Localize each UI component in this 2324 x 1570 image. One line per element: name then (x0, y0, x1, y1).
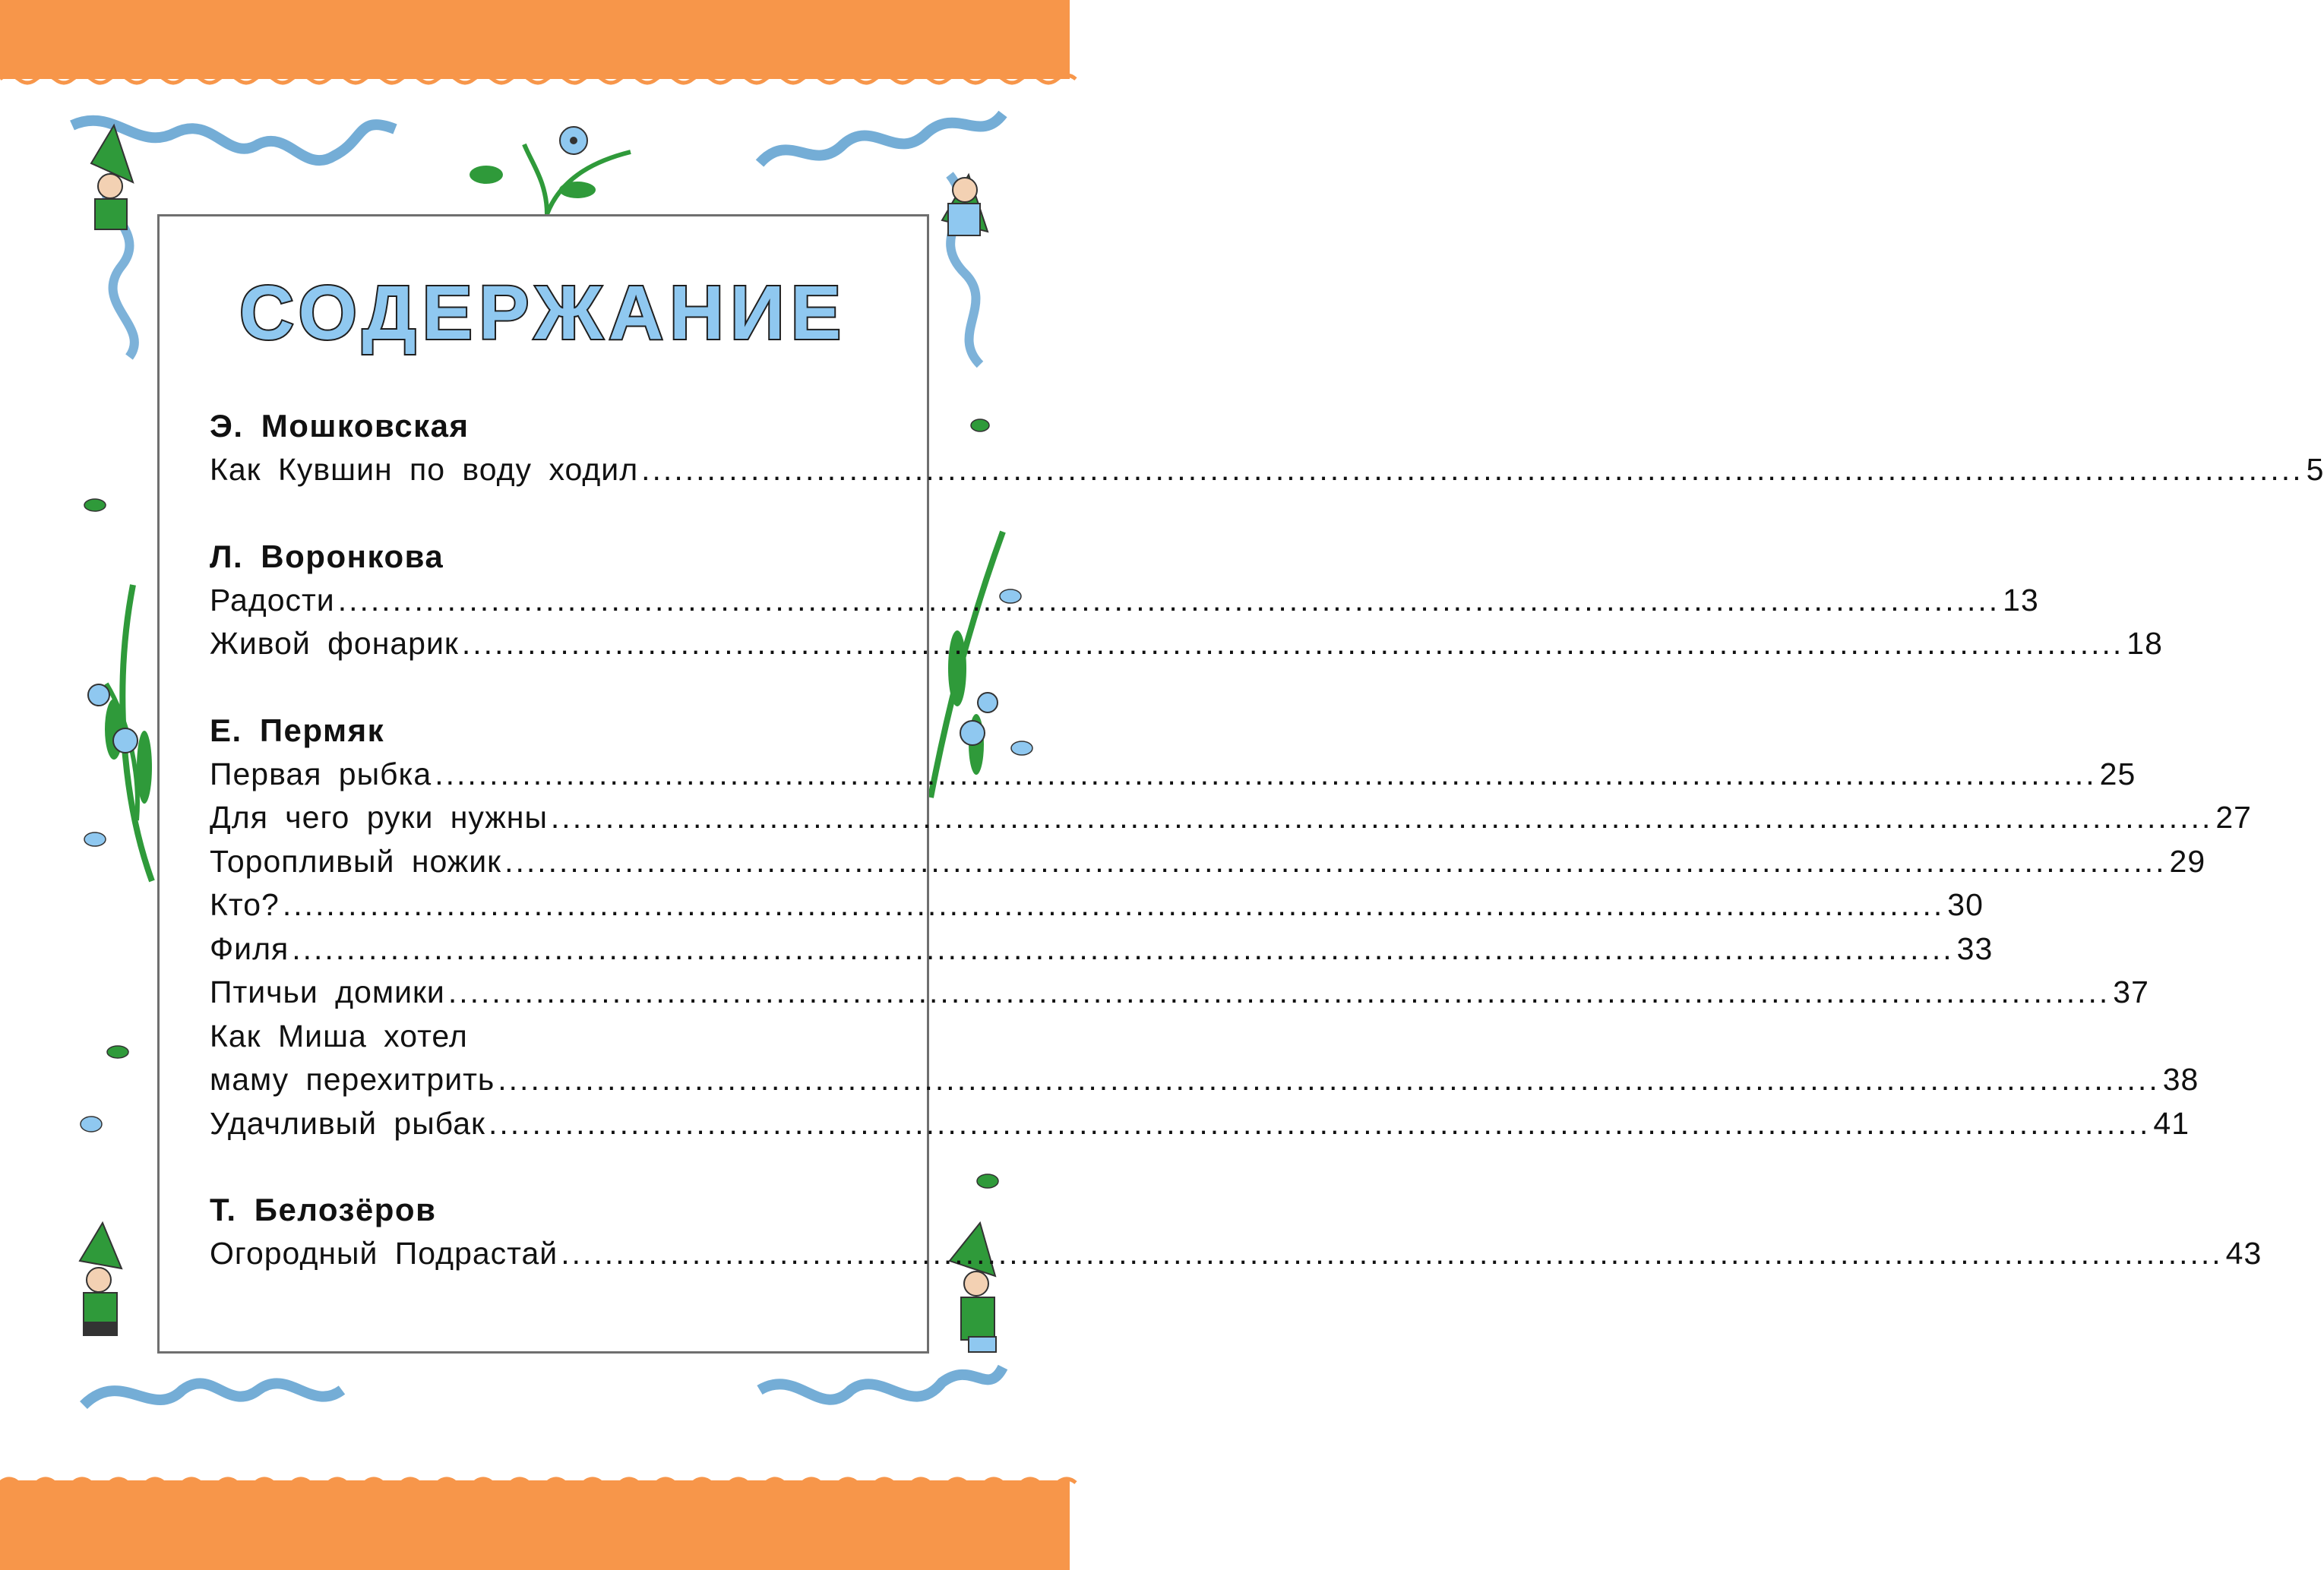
dot-leader: ........................................................................................................................................................ (550, 800, 2213, 835)
toc-entry[interactable] (210, 1232, 2262, 1276)
page-number: 13 (2003, 582, 2039, 618)
entry-title: Птичьи домики (210, 975, 445, 1009)
page-number: 33 (1956, 930, 1994, 966)
entry-title: Филя (210, 930, 289, 966)
gnome-top-left (91, 125, 133, 229)
dot-leader: ........................................................................................................................................................ (504, 843, 2167, 879)
entry-title: Огородный Подрастай (210, 1236, 558, 1271)
page-number: 5 (2306, 452, 2324, 487)
page-number: 18 (2126, 626, 2163, 661)
page-number: 29 (2169, 843, 2206, 879)
entry-title: Для чего руки нужны (210, 800, 548, 835)
dot-leader: ........................................................................................................................................................ (337, 582, 2000, 618)
top-center-plant (470, 127, 631, 214)
dot-leader: ........................................................................................................................................................ (282, 887, 1945, 922)
author-name: Е. Пермяк (210, 712, 385, 748)
entry-title: Первая рыбка (210, 756, 432, 791)
table-of-contents (210, 404, 2324, 1276)
dot-leader: ........................................................................................................................................................ (292, 930, 1954, 966)
author-name: Э. Мошковская (210, 408, 470, 444)
ribbon-bottom-right (760, 1367, 1003, 1400)
heading-container (228, 272, 858, 355)
page-number: 41 (2153, 1105, 2190, 1141)
toc-entry-first-line[interactable] (210, 1015, 863, 1059)
dot-leader: ........................................................................................................................................................ (488, 1105, 2151, 1141)
toc-entry[interactable] (210, 753, 2136, 797)
toc-entry[interactable] (210, 579, 2039, 623)
page-number: 30 (1947, 887, 1984, 922)
ribbon-top-right (760, 114, 1003, 163)
entry-title: Как Миша хотел (210, 1018, 468, 1054)
dot-leader: ........................................................................................................................................................ (435, 756, 2097, 791)
toc-entry[interactable] (210, 622, 2163, 666)
gnome-top-right (942, 175, 988, 235)
page-number: 38 (2162, 1062, 2199, 1097)
toc-entry[interactable] (210, 971, 2149, 1015)
toc-entry[interactable] (210, 883, 1984, 927)
entry-title: маму перехитрить (210, 1062, 495, 1097)
entry-title: Торопливый ножик (210, 843, 502, 879)
toc-entry[interactable] (210, 1102, 2190, 1146)
dot-leader: ........................................................................................................................................................ (561, 1236, 2223, 1271)
toc-entry[interactable] (210, 796, 2252, 840)
gnome-bottom-left (80, 1223, 122, 1335)
entry-title: Живой фонарик (210, 626, 459, 661)
page-number: 43 (2225, 1236, 2262, 1271)
author-name: Т. Белозёров (210, 1192, 437, 1227)
dot-leader: ........................................................................................................................................................ (498, 1062, 2160, 1097)
page-number: 25 (2099, 756, 2136, 791)
page-heading: СОДЕРЖАНИЕ (239, 270, 847, 355)
entry-title: Радости (210, 582, 335, 618)
toc-entry[interactable] (210, 840, 2206, 884)
dot-leader: ........................................................................................................................................................ (641, 452, 2303, 487)
entry-title: Кто? (210, 887, 280, 922)
ribbon-bottom-left (84, 1383, 342, 1405)
author-name: Л. Воронкова (210, 538, 444, 574)
entry-title: Удачливый рыбак (210, 1105, 485, 1141)
page-number: 27 (2215, 800, 2252, 835)
entry-title: Как Кувшин по воду ходил (210, 452, 639, 487)
dot-leader: ........................................................................................................................................................ (447, 975, 2111, 1009)
toc-entry[interactable] (210, 1058, 2199, 1102)
dot-leader: ........................................................................................................................................................ (461, 626, 2124, 661)
toc-entry[interactable] (210, 448, 2324, 492)
page-number: 37 (2113, 975, 2149, 1009)
toc-entry[interactable] (210, 927, 1994, 971)
